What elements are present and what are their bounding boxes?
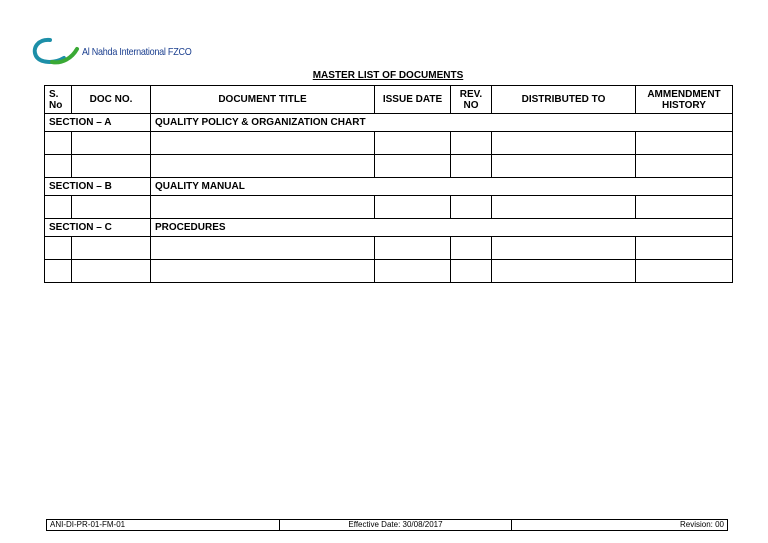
header-sno: S. No bbox=[45, 86, 72, 114]
cell-issue-date[interactable] bbox=[375, 260, 451, 283]
table-row bbox=[45, 260, 733, 283]
cell-doc-no[interactable] bbox=[72, 196, 151, 219]
master-list-table bbox=[44, 85, 733, 283]
section-row bbox=[45, 178, 733, 196]
cell-sno[interactable] bbox=[45, 155, 72, 178]
cell-issue-date[interactable] bbox=[375, 132, 451, 155]
cell-doc-no[interactable] bbox=[72, 260, 151, 283]
cell-distributed-to[interactable] bbox=[492, 237, 636, 260]
cell-rev-no[interactable] bbox=[451, 237, 492, 260]
cell-sno[interactable] bbox=[45, 237, 72, 260]
table-row bbox=[45, 237, 733, 260]
header-rev-no: REV. NO bbox=[451, 86, 492, 114]
table-row bbox=[45, 132, 733, 155]
cell-sno[interactable] bbox=[45, 132, 72, 155]
section-label: SECTION – B bbox=[45, 178, 151, 196]
cell-document-title[interactable] bbox=[151, 196, 375, 219]
footer-effective-date: Effective Date: 30/08/2017 bbox=[280, 520, 512, 530]
header-doc-no: DOC NO. bbox=[72, 86, 151, 114]
cell-issue-date[interactable] bbox=[375, 237, 451, 260]
footer-revision: Revision: 00 bbox=[679, 520, 724, 529]
footer-form-code: ANI-DI-PR-01-FM-01 bbox=[47, 520, 280, 530]
cell-doc-no[interactable] bbox=[72, 237, 151, 260]
cell-issue-date[interactable] bbox=[375, 196, 451, 219]
table-row bbox=[45, 155, 733, 178]
section-label: SECTION – C bbox=[45, 219, 151, 237]
cell-rev-no[interactable] bbox=[451, 132, 492, 155]
cell-distributed-to[interactable] bbox=[492, 260, 636, 283]
header-document-title: DOCUMENT TITLE bbox=[151, 86, 375, 114]
section-row bbox=[45, 114, 733, 132]
section-title: QUALITY POLICY & ORGANIZATION CHART bbox=[151, 114, 733, 132]
section-title: PROCEDURES bbox=[151, 219, 733, 237]
section-title: QUALITY MANUAL bbox=[151, 178, 733, 196]
cell-amendment-history[interactable] bbox=[636, 260, 733, 283]
cell-amendment-history[interactable] bbox=[636, 196, 733, 219]
cell-document-title[interactable] bbox=[151, 155, 375, 178]
cell-amendment-history[interactable] bbox=[636, 155, 733, 178]
header-distributed-to: DISTRIBUTED TO bbox=[492, 86, 636, 114]
cell-amendment-history[interactable] bbox=[636, 237, 733, 260]
cell-rev-no[interactable] bbox=[451, 155, 492, 178]
cell-amendment-history[interactable] bbox=[636, 132, 733, 155]
logo-swoosh-icon bbox=[30, 32, 80, 72]
cell-rev-no[interactable] bbox=[451, 196, 492, 219]
document-title: MASTER LIST OF DOCUMENTS bbox=[312, 70, 464, 81]
cell-rev-no[interactable] bbox=[451, 260, 492, 283]
cell-sno[interactable] bbox=[45, 260, 72, 283]
cell-issue-date[interactable] bbox=[375, 155, 451, 178]
table-row bbox=[45, 196, 733, 219]
cell-distributed-to[interactable] bbox=[492, 196, 636, 219]
cell-doc-no[interactable] bbox=[72, 132, 151, 155]
cell-document-title[interactable] bbox=[151, 132, 375, 155]
cell-document-title[interactable] bbox=[151, 237, 375, 260]
header-issue-date: ISSUE DATE bbox=[375, 86, 451, 114]
company-name: Al Nahda International FZCO bbox=[82, 46, 192, 58]
document-footer bbox=[46, 519, 728, 531]
cell-doc-no[interactable] bbox=[72, 155, 151, 178]
company-logo bbox=[30, 32, 190, 72]
cell-distributed-to[interactable] bbox=[492, 155, 636, 178]
cell-distributed-to[interactable] bbox=[492, 132, 636, 155]
cell-sno[interactable] bbox=[45, 196, 72, 219]
header-amendment-history: AMMENDMENT HISTORY bbox=[636, 86, 733, 114]
section-label: SECTION – A bbox=[45, 114, 151, 132]
table-header-row bbox=[45, 86, 733, 114]
section-row bbox=[45, 219, 733, 237]
cell-document-title[interactable] bbox=[151, 260, 375, 283]
